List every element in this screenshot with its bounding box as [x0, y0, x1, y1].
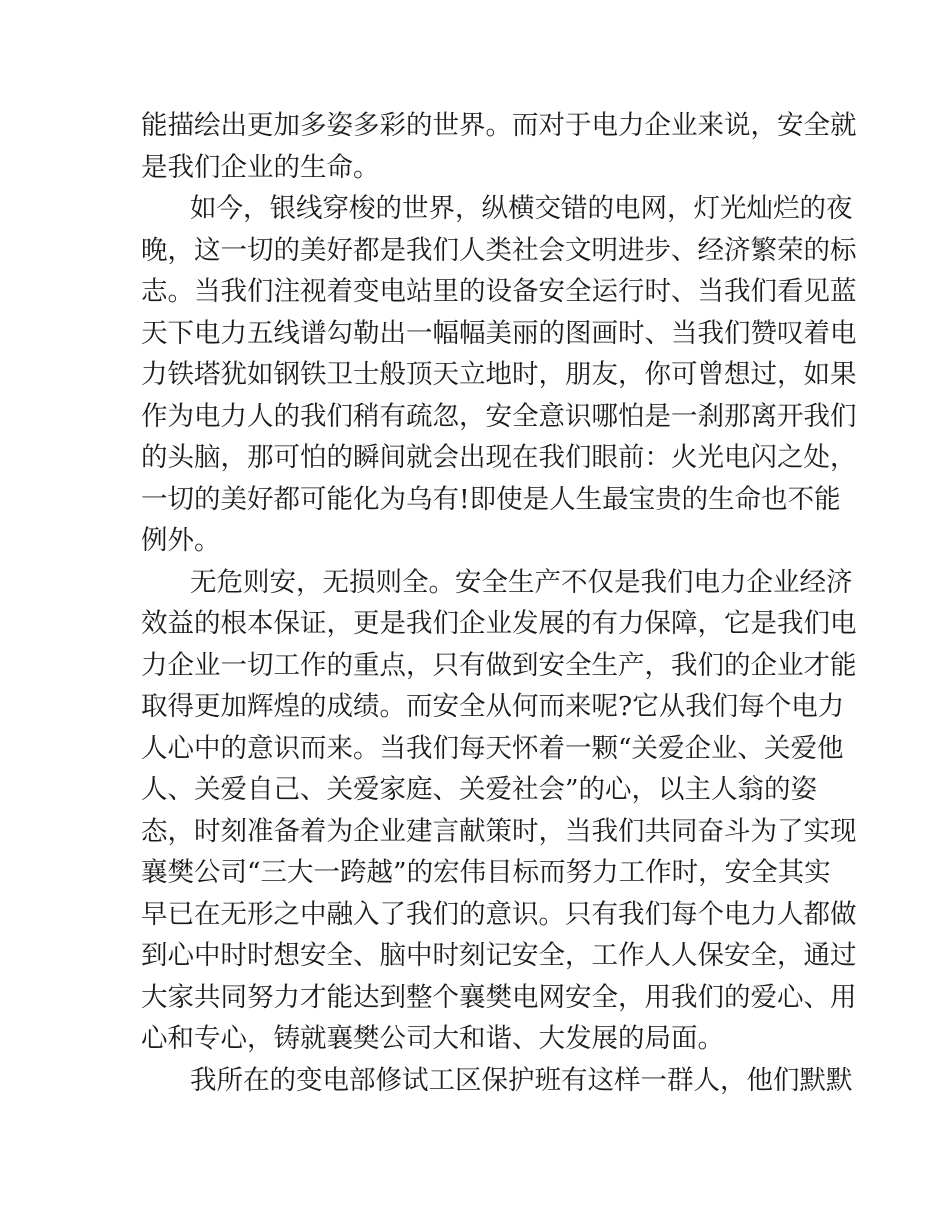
- text-line: 作为电力人的我们稍有疏忽，安全意识哪怕是一刹那离开我们: [141, 400, 857, 432]
- text-line: 天下电力五线谱勾勒出一幅幅美丽的图画时、当我们赞叹着电: [141, 317, 857, 349]
- text-line: 态，时刻准备着为企业建言献策时，当我们共同奋斗为了实现: [141, 815, 857, 847]
- text-line: 大家共同努力才能达到整个襄樊电网安全，用我们的爱心、用: [141, 981, 857, 1013]
- body-text: [141, 105, 857, 1101]
- text-line: 是我们企业的生命。: [141, 151, 380, 183]
- text-line: 人心中的意识而来。当我们每天怀着一颗“关爱企业、关爱他: [141, 732, 844, 764]
- paragraph-first-line: 我所在的变电部修试工区保护班有这样一群人，他们默默: [190, 1064, 853, 1096]
- text-line: 力铁塔犹如钢铁卫士般顶天立地时，朋友，你可曾想过，如果: [141, 359, 857, 390]
- paragraph-first-line: 如今，银线穿梭的世界，纵横交错的电网，灯光灿烂的夜: [190, 193, 853, 224]
- text-line: 的头脑，那可怕的瞬间就会出现在我们眼前：火光电闪之处，: [141, 442, 857, 473]
- text-line: 效益的根本保证，更是我们企业发展的有力保障，它是我们电: [141, 608, 857, 639]
- text-line: 心和专心，铸就襄樊公司大和谐、大发展的局面。: [141, 1023, 724, 1054]
- text-line: 晚，这一切的美好都是我们人类社会文明进步、经济繁荣的标: [141, 234, 857, 266]
- text-line: 一切的美好都可能化为乌有!即使是人生最宝贵的生命也不能: [141, 483, 841, 515]
- text-line: 能描绘出更加多姿多彩的世界。而对于电力企业来说，安全就: [141, 110, 857, 141]
- text-line: 力企业一切工作的重点，只有做到安全生产，我们的企业才能: [141, 649, 857, 681]
- text-line: 到心中时时想安全、脑中时刻记安全，工作人人保安全，通过: [141, 940, 857, 971]
- text-line: 早已在无形之中融入了我们的意识。只有我们每个电力人都做: [141, 898, 857, 930]
- text-line: 襄樊公司“三大一跨越”的宏伟目标而努力工作时，安全其实: [141, 857, 831, 888]
- paragraph-first-line: 无危则安，无损则全。安全生产不仅是我们电力企业经济: [190, 566, 853, 598]
- text-line: 例外。: [141, 525, 221, 556]
- text-line: 人、关爱自己、关爱家庭、关爱社会”的心，以主人翁的姿: [141, 774, 818, 805]
- text-line: 取得更加辉煌的成绩。而安全从何而来呢?它从我们每个电力: [141, 691, 845, 722]
- text-line: 志。当我们注视着变电站里的设备安全运行时、当我们看见蓝: [141, 276, 857, 307]
